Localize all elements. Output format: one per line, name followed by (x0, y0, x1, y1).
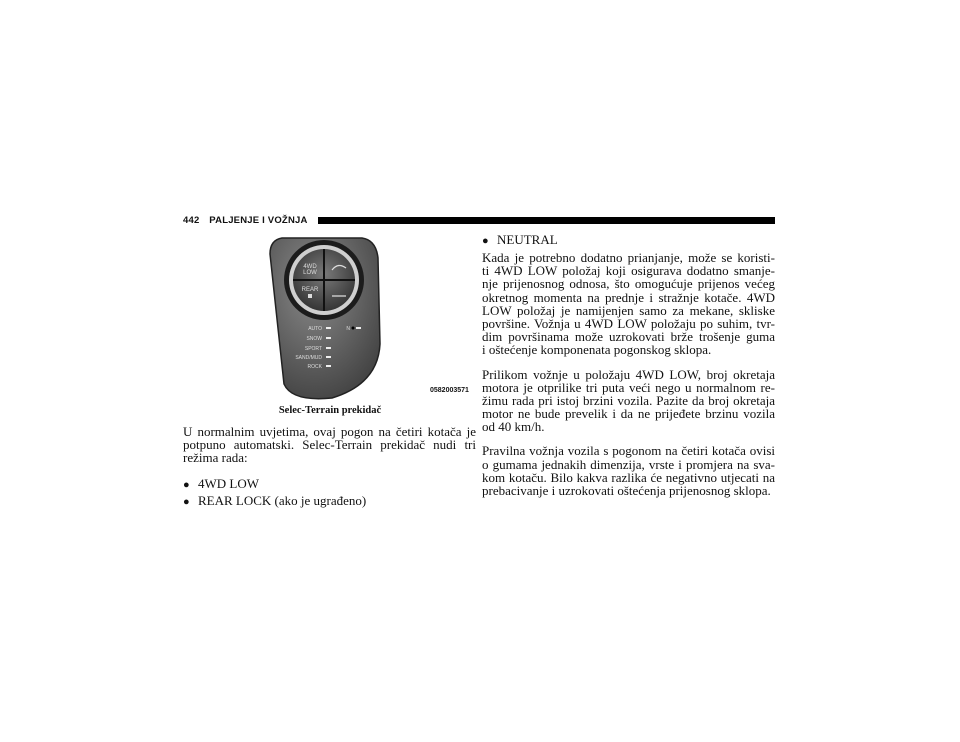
svg-text:ROCK: ROCK (307, 364, 322, 370)
text-line: Kada je potrebno dodatno prianjanje, može se koristi- (482, 250, 775, 265)
svg-text:N: N (346, 326, 350, 332)
text-line: Pravilna vožnja vozila s pogonom na četiri kotača ovisi (482, 443, 775, 459)
text-line: površine. Vožnja u 4WD LOW položaju po suhim, tvr- (482, 315, 775, 331)
text-line: dim površinama može uzrokovati brže trošenje guma (482, 329, 775, 345)
bullet-icon: ● (482, 235, 489, 247)
section-title: PALJENJE I VOŽNJA (209, 215, 308, 226)
page-number: 442 (183, 215, 200, 226)
left-column (183, 425, 476, 509)
paragraph (482, 368, 775, 434)
text-line: od 40 km/h. (482, 419, 545, 435)
svg-text:LOW: LOW (303, 270, 317, 276)
page-header (183, 215, 308, 226)
right-column (482, 231, 775, 497)
text-line: ti 4WD LOW položaj koji osigurava dodatno smanje- (482, 263, 775, 279)
text-line: okretnog momenta na prednje i stražnje kotače. 4WD (482, 289, 775, 305)
bullet-icon: ● (183, 495, 190, 508)
svg-text:AUTO: AUTO (308, 326, 322, 332)
text-line: U normalnim uvjetima, ovaj pogon na četiri kotača je (183, 424, 476, 439)
paragraph (482, 251, 775, 357)
bullet-text: NEUTRAL (497, 232, 558, 247)
text-line: i oštećenje komponenata pogonskog sklopa. (482, 342, 712, 358)
paragraph (482, 444, 775, 497)
text-line: žimu rada pri istoj brzini vozila. Pazite da broj okretaja (482, 392, 775, 408)
figure-image-id: 0582003571 (430, 387, 469, 394)
text-line: motor ne bude prevelik i da ne prijeđete brzinu vozila (482, 406, 775, 422)
svg-text:SAND/MUD: SAND/MUD (295, 355, 322, 361)
text-line: motora je otprilike tri puta veći nego u normalnom re- (482, 379, 775, 395)
bullet-item (482, 231, 775, 248)
svg-text:SNOW: SNOW (306, 336, 322, 342)
svg-text:4WD: 4WD (303, 264, 317, 270)
text-line: Prilikom vožnje u položaju 4WD LOW, broj okretaja (482, 366, 775, 382)
bullet-text: 4WD LOW (198, 475, 260, 491)
text-line: o gumama jednakih dimenzija, vrste i promjera na sva- (482, 456, 775, 472)
text-line: potpuno automatski. Selec-Terrain prekidač nudi tri (183, 437, 476, 453)
bullet-item (183, 492, 476, 509)
text-line: kom kotaču. Bilo kakva razlika će negativno utjecati na (482, 469, 775, 485)
bullet-icon: ● (183, 478, 190, 491)
text-line: LOW položaj je namijenjen samo za mekane, skliske (482, 302, 775, 318)
text-line: nje prijenosnog odnosa, što omogućuje prijenos većeg (482, 276, 775, 292)
text-line: prebacivanje i uzrokovati oštećenja prijenosnog sklopa. (482, 483, 771, 498)
selec-terrain-switch-figure (262, 234, 384, 407)
svg-text:REAR: REAR (301, 287, 319, 293)
header-rule (318, 217, 775, 224)
text-line: režima rada: (183, 450, 248, 466)
svg-text:SPORT: SPORT (304, 346, 322, 352)
bullet-text: REAR LOCK (ako je ugrađeno) (198, 492, 367, 508)
figure-caption: Selec-Terrain prekidač (278, 405, 382, 416)
bullet-item (183, 475, 476, 492)
